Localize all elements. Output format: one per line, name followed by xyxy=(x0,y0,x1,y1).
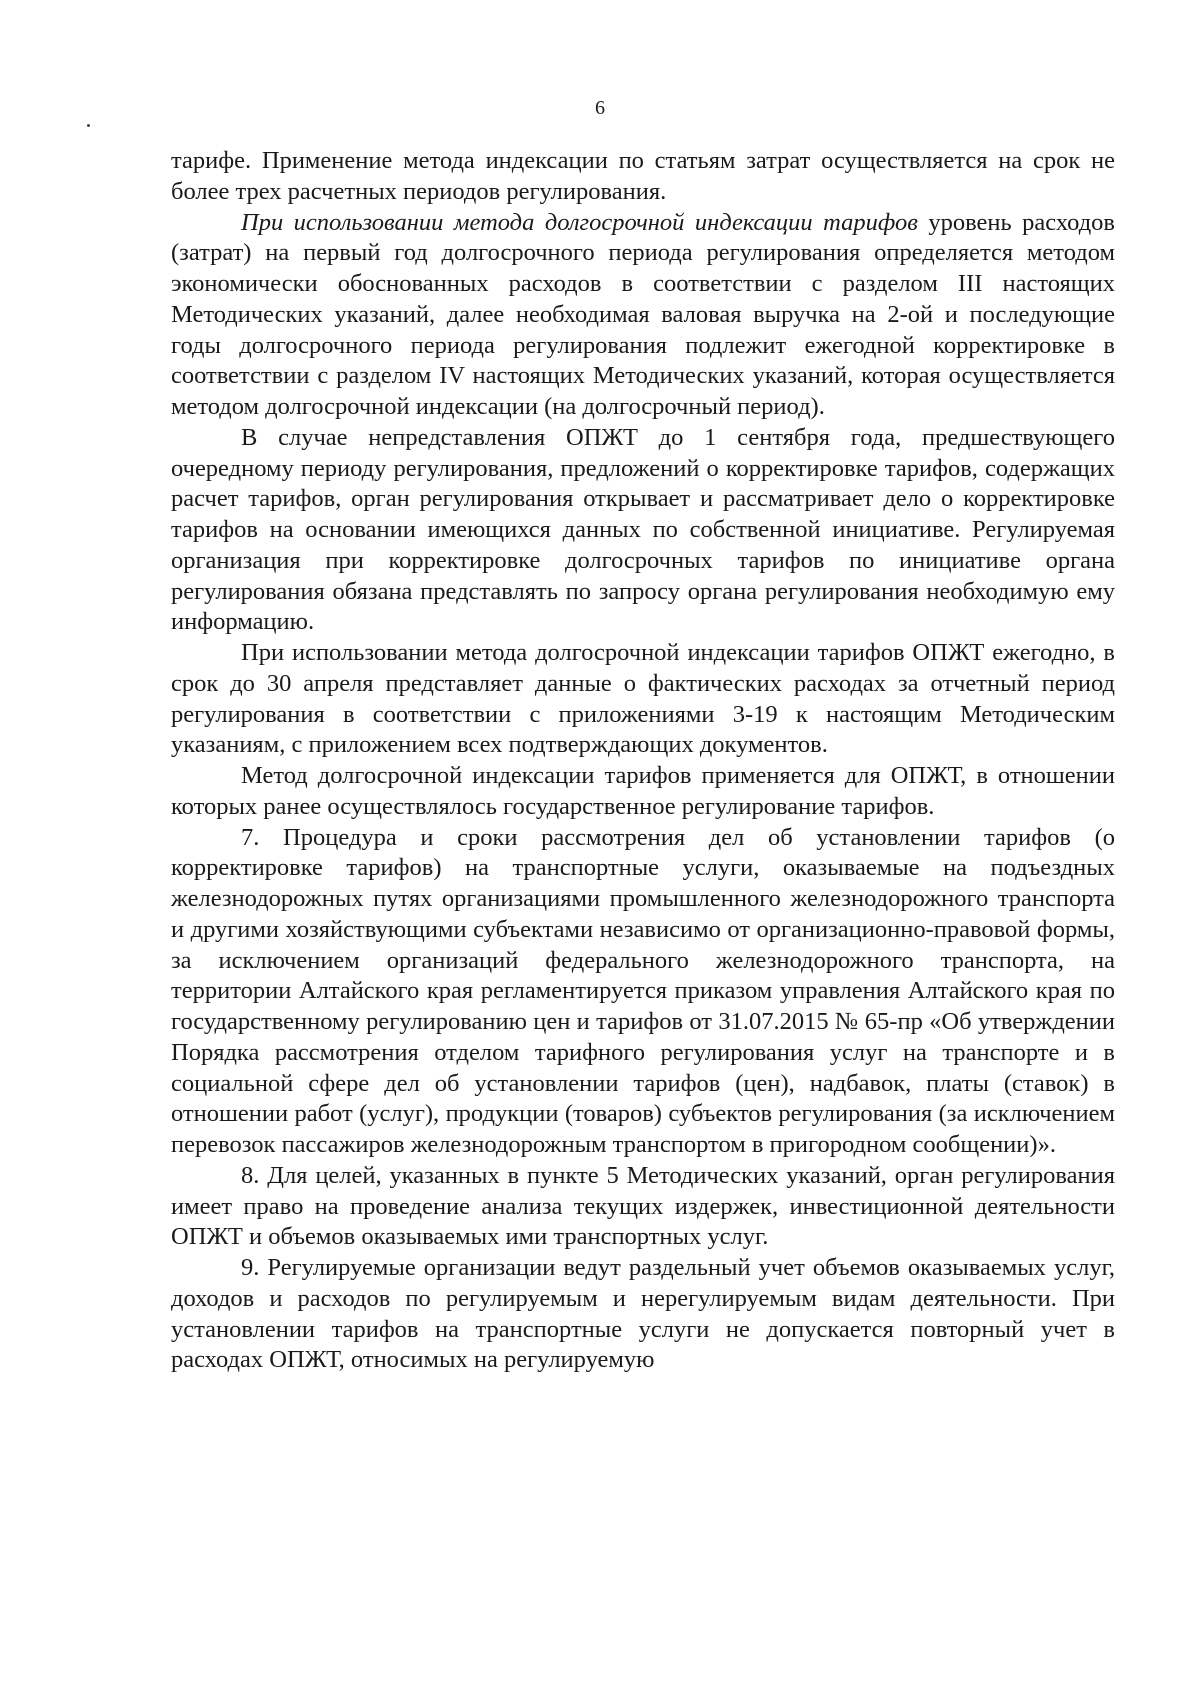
italic-lead-phrase: При использовании метода долгосрочной индексации тарифов xyxy=(241,208,918,236)
scan-speck xyxy=(87,124,90,127)
paragraph-actual-expenses: При использовании метода долгосрочной индексации тарифов ОПЖТ ежегодно, в срок до 30 апреля представляет данные о фактических расходах за отчетный период регулирования в соответствии с приложениями 3-19 к настоящим Методическим указаниям, с приложением всех подтверждающих документов. xyxy=(171,639,1115,759)
paragraph-non-submission: В случае непредставления ОПЖТ до 1 сентября года, предшествующего очередному периоду регулирования, предложений о корректировке тарифов, содержащих расчет тарифов, орган регулирования открывает и рассматривает дело о корректировке тарифов на основании имеющихся данных по собственной инициативе. Регулируемая организация при корректировке долгосрочных тарифов по инициативе органа регулирования обязана представлять по запросу органа регулирования необходимую ему информацию. xyxy=(171,423,1115,636)
paragraph-item-9: 9. Регулируемые организации ведут раздельный учет объемов оказываемых услуг, доходов и расходов по регулируемым и нерегулируемым видам деятельности. При установлении тарифов на транспортные услуги не допускается повторный учет в расходах ОПЖТ, относимых на регулируемую xyxy=(171,1254,1115,1374)
paragraph-text: уровень расходов (затрат) на первый год долгосрочного периода регулирования определяется методом экономически обоснованных расходов в соответствии с разделом III настоящих Методических указаний, далее необходимая валовая выручка на 2-ой и последующие годы долгосрочного периода регулирования подлежит ежегодной корректировке в соответствии с разделом IV настоящих Методических указаний, которая осуществляется методом долгосрочной индексации (на долгосрочный период). xyxy=(171,208,1115,420)
document-body xyxy=(171,146,1115,1376)
page-number: 6 xyxy=(595,97,605,119)
paragraph-item-8: 8. Для целей, указанных в пункте 5 Методических указаний, орган регулирования имеет право на проведение анализа текущих издержек, инвестиционной деятельности ОПЖТ и объемов оказываемых ими транспортных услуг. xyxy=(171,1161,1115,1251)
paragraph-continuation: тарифе. Применение метода индексации по статьям затрат осуществляется на срок не более трех расчетных периодов регулирования. xyxy=(171,147,1115,205)
paragraph-method-application: Метод долгосрочной индексации тарифов применяется для ОПЖТ, в отношении которых ранее осуществлялось государственное регулирование тарифов. xyxy=(171,762,1115,820)
paragraph-item-7: 7. Процедура и сроки рассмотрения дел об установлении тарифов (о корректировке тарифов) на транспортные услуги, оказываемые на подъездных железнодорожных путях организациями промышленного железнодорожного транспорта и другими хозяйствующими субъектами независимо от организационно-правовой формы, за исключением организаций федерального железнодорожного транспорта, на территории Алтайского края регламентируется приказом управления Алтайского края по государственному регулированию цен и тарифов от 31.07.2015 № 65-пр «Об утверждении Порядка рассмотрения отделом тарифного регулирования услуг на транспорте и в социальной сфере дел об установлении тарифов (цен), надбавок, платы (ставок) в отношении работ (услуг), продукции (товаров) субъектов регулирования (за исключением перевозок пассажиров железнодорожным транспортом в пригородном сообщении)». xyxy=(171,823,1115,1158)
paragraph-long-term-indexation xyxy=(171,208,1115,423)
